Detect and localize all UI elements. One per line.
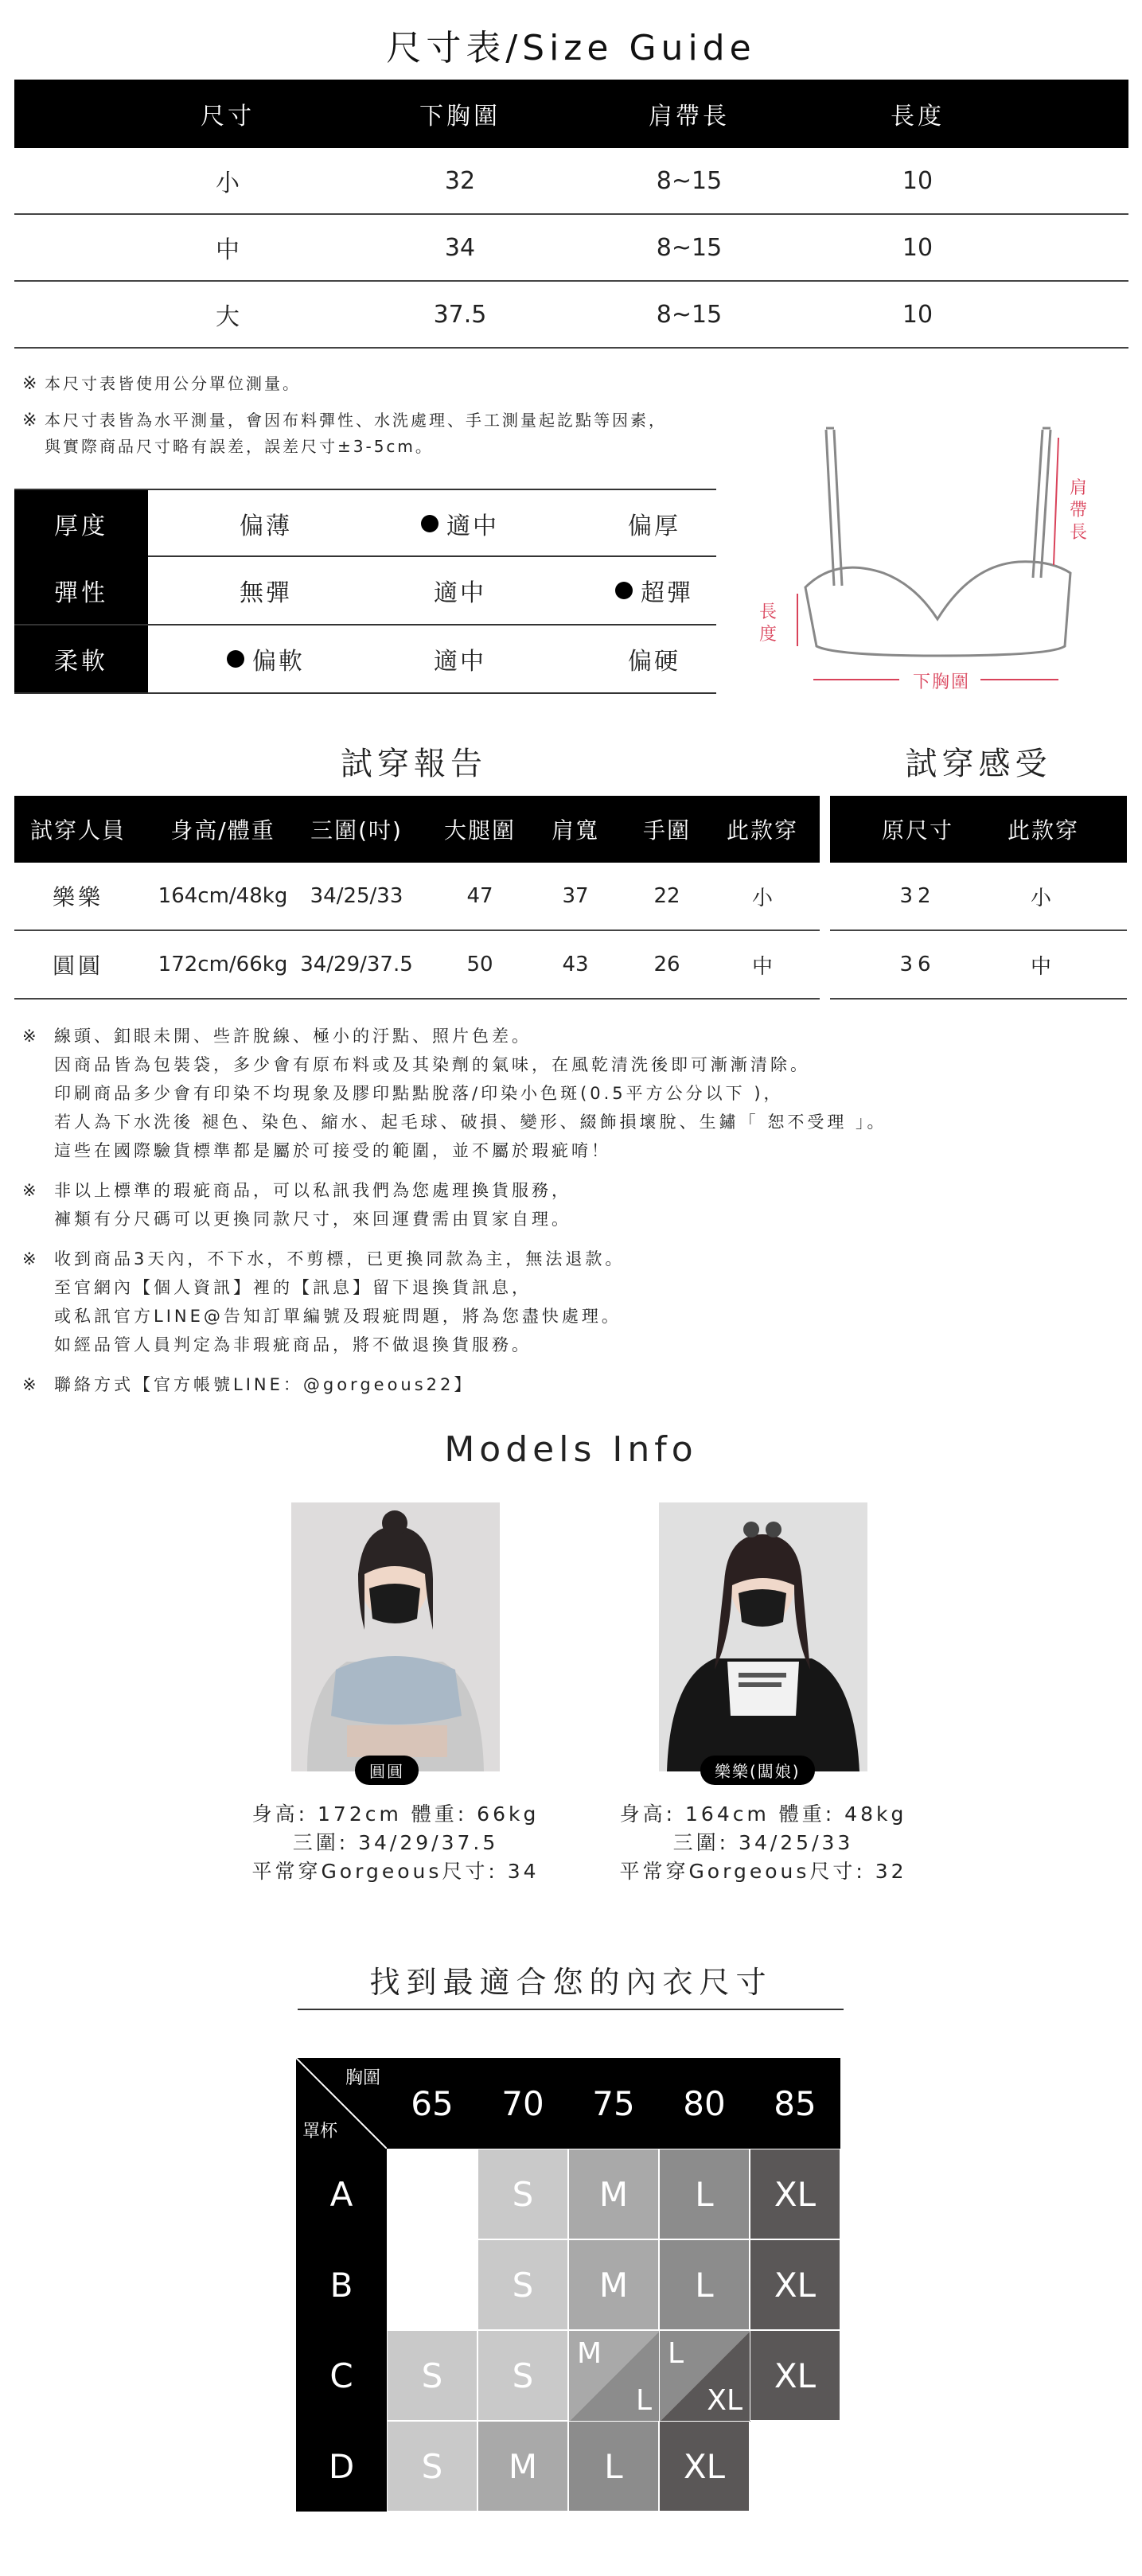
- size-cell: XL: [659, 2421, 750, 2512]
- attribute-option: [170, 557, 361, 624]
- report-header-cell: 三圍(吋): [310, 817, 403, 844]
- selected-dot-icon: [421, 515, 438, 532]
- cup-chart-title: 找到最適合您的內衣尺寸: [369, 1965, 773, 2000]
- size-cell: L: [659, 2149, 750, 2239]
- notice-block: [22, 1245, 887, 1359]
- strap-cell: 8~15: [656, 300, 723, 329]
- report-cell: 43: [562, 953, 589, 976]
- report-cell: 164cm/48kg: [158, 884, 288, 908]
- notice-text: 線頭、釦眼未開、些許脫線、極小的汙點、照片色差。: [54, 1027, 532, 1046]
- report-cell: 26: [653, 953, 680, 976]
- length-label: 長度: [758, 602, 777, 645]
- size-cell: S: [477, 2239, 568, 2330]
- notice-block: [22, 1022, 887, 1165]
- size-note-2: [22, 407, 667, 460]
- notice-line: [22, 1176, 887, 1205]
- attribute-option: [559, 490, 750, 557]
- size-cell: S: [387, 2330, 477, 2421]
- empty-cell: [387, 2239, 477, 2330]
- notice-line: [22, 1050, 887, 1079]
- fit-report-header: [14, 796, 820, 863]
- models-title: Models Info: [444, 1429, 698, 1470]
- selected-dot-icon: [227, 650, 244, 668]
- notice-text: 印刷商品多少會有印染不均現象及膠印點點脫落/印染小色斑(0.5平方公分以下 )，: [54, 1084, 784, 1103]
- report-cell: 小: [751, 886, 773, 910]
- table-row: [14, 863, 820, 931]
- split-size-bottom: L: [635, 2384, 652, 2417]
- size-cell: S: [387, 2421, 477, 2512]
- report-header-cell: 肩寬: [551, 817, 599, 844]
- notice-text: 至官網內【個人資訊】裡的【訊息】留下退換貨訊息，: [54, 1278, 532, 1297]
- selected-dot-icon: [615, 582, 633, 599]
- attribute-option-label: 適中: [434, 648, 486, 676]
- model-usual-size: 平常穿Gorgeous尺寸: 32: [619, 1860, 907, 1883]
- table-row: [14, 282, 1128, 349]
- underbust-cell: 34: [444, 233, 476, 262]
- notice-text: 若人為下水洗後 褪色、染色、縮水、起毛球、破損、變形、綴飾損壞脫、生鏽「 恕不受理 」。: [54, 1113, 887, 1132]
- notice-text: 褲類有分尺碼可以更換同款尺寸，來回運費需由買家自理。: [54, 1210, 571, 1229]
- attribute-option-label: 偏軟: [252, 648, 305, 676]
- report-cell: 50: [466, 953, 493, 976]
- report-cell: 中: [751, 954, 773, 979]
- attribute-option-label: 無彈: [240, 579, 292, 607]
- strap-cell: 8~15: [656, 233, 723, 262]
- notice-line: [22, 1331, 887, 1359]
- report-header-cell: 試穿人員: [29, 817, 126, 844]
- underbust-label: 下胸圍: [912, 672, 970, 692]
- table-row: [14, 215, 1128, 282]
- attribute-option-label: 偏厚: [628, 512, 680, 540]
- size-cell: L: [568, 2421, 659, 2512]
- care-notes: [22, 1022, 887, 1399]
- size-cell: 大: [216, 303, 240, 331]
- note-text: 與實際商品尺寸略有誤差，誤差尺寸±3-5cm。: [45, 437, 434, 456]
- notice-line: [22, 1245, 887, 1273]
- feel-header-cell: 原尺寸: [881, 817, 953, 844]
- size-table: [14, 80, 1128, 349]
- report-cell: 172cm/66kg: [158, 953, 288, 976]
- report-header-cell: 此款穿: [726, 817, 798, 844]
- notice-line: [22, 1273, 887, 1302]
- notice-line: [22, 1370, 887, 1399]
- underbust-cell: 32: [444, 166, 476, 195]
- notice-text: 因商品皆為包裝袋，多少會有原布料或及其染劑的氣味，在風乾清洗後即可漸漸清除。: [54, 1055, 810, 1074]
- length-cell: 10: [902, 300, 933, 329]
- model-photo-image: [291, 1502, 500, 1771]
- size-cell: 小: [216, 170, 240, 197]
- split-size-cell: [568, 2330, 659, 2421]
- report-cell: 22: [653, 884, 680, 908]
- report-header-cell: 手圍: [642, 817, 691, 844]
- attribute-option-label: 適中: [446, 512, 499, 540]
- feel-header-cell: 此款穿: [1007, 817, 1079, 844]
- note-text: 本尺寸表皆為水平測量，會因布料彈性、水洗處理、手工測量起訖點等因素，: [45, 411, 667, 430]
- feel-cell: 36: [899, 953, 936, 976]
- band-header: 65: [387, 2058, 477, 2149]
- size-note-1: [22, 371, 301, 397]
- split-size-cell: [659, 2330, 750, 2421]
- title-underline: [298, 2009, 844, 2010]
- cup-header: D: [296, 2421, 387, 2512]
- table-row: [830, 863, 1127, 931]
- attribute-option: [559, 625, 750, 692]
- split-size-top: M: [577, 2337, 602, 2370]
- attribute-label: 彈性: [14, 557, 148, 624]
- model-tag: 樂樂(闆娘): [700, 1756, 815, 1785]
- header-strap: 肩帶長: [649, 103, 730, 131]
- model-info-yuanyuan: [199, 1800, 592, 1886]
- corner-cell: [296, 2058, 387, 2149]
- notice-block: [22, 1176, 887, 1233]
- notice-text: 或私訊官方LINE@告知訂單編號及瑕疵問題，將為您盡快處理。: [54, 1307, 622, 1326]
- attribute-option: [170, 490, 361, 557]
- empty-cell: [387, 2149, 477, 2239]
- model-tag: 圓圓: [355, 1756, 419, 1785]
- size-cell: XL: [750, 2149, 840, 2239]
- cup-header: A: [296, 2149, 387, 2239]
- size-cell: M: [568, 2239, 659, 2330]
- notice-text: 非以上標準的瑕疵商品，可以私訊我們為您處理換貨服務，: [54, 1181, 571, 1200]
- table-row: [14, 148, 1128, 215]
- attribute-row: [14, 557, 716, 625]
- report-cell: 37: [562, 884, 589, 908]
- fit-feel-header: [830, 796, 1127, 863]
- table-row: [830, 931, 1127, 1000]
- strap-cell: 8~15: [656, 166, 723, 195]
- bra-diagram: [740, 414, 1098, 700]
- fit-feel-title: 試穿感受: [905, 746, 1052, 782]
- corner-band-label: 胸圍: [345, 2068, 380, 2088]
- attribute-label: 柔軟: [14, 625, 148, 692]
- note-mark: ※: [22, 411, 40, 431]
- cup-header: C: [296, 2330, 387, 2421]
- attribute-option: [170, 625, 361, 692]
- split-size-bottom: XL: [707, 2384, 742, 2417]
- band-header: 85: [750, 2058, 840, 2149]
- note-mark: ※: [22, 374, 40, 394]
- notice-line: [22, 1302, 887, 1331]
- size-cell: S: [477, 2149, 568, 2239]
- note-text: 本尺寸表皆使用公分單位測量。: [45, 374, 301, 393]
- corner-cup-label: 罩杯: [302, 2122, 338, 2141]
- size-cell: M: [477, 2421, 568, 2512]
- split-size-top: L: [668, 2337, 684, 2370]
- size-cell: L: [659, 2239, 750, 2330]
- band-header: 80: [659, 2058, 750, 2149]
- notice-text: 聯絡方式【官方帳號LINE：@gorgeous22】: [54, 1375, 474, 1394]
- note-mark: ※: [22, 1027, 40, 1046]
- report-cell: 樂樂: [52, 884, 103, 910]
- size-cell: XL: [750, 2330, 840, 2421]
- size-cell: 中: [216, 236, 240, 264]
- model-measurements: 三圍: 34/25/33: [672, 1831, 854, 1854]
- bra-outline: [805, 428, 1070, 656]
- notice-text: 收到商品3天內，不下水，不剪標，已更換同款為主，無法退款。: [54, 1249, 626, 1269]
- report-cell: 34/25/33: [310, 884, 403, 908]
- feel-cell: 32: [899, 884, 936, 908]
- attribute-label: 厚度: [14, 490, 148, 557]
- report-cell: 47: [466, 884, 493, 908]
- attribute-option-label: 偏硬: [628, 648, 680, 676]
- model-photo-lele: [659, 1502, 867, 1771]
- model-measurements: 三圍: 34/29/37.5: [292, 1831, 499, 1854]
- size-cell: M: [568, 2149, 659, 2239]
- report-header-cell: 大腿圍: [443, 817, 516, 844]
- length-cell: 10: [902, 233, 933, 262]
- feel-cell: 中: [1030, 954, 1056, 979]
- note-mark: ※: [22, 1375, 40, 1394]
- band-header: 75: [568, 2058, 659, 2149]
- notice-line: [22, 1108, 887, 1136]
- attribute-row: [14, 625, 716, 694]
- size-table-header: [14, 80, 1128, 148]
- attribute-option-label: 超彈: [641, 579, 693, 607]
- length-cell: 10: [902, 166, 933, 195]
- report-cell: 34/29/37.5: [300, 953, 413, 976]
- notice-line: [22, 1205, 887, 1233]
- band-header: 70: [477, 2058, 568, 2149]
- model-info-lele: [567, 1800, 960, 1886]
- feel-cell: 小: [1030, 886, 1056, 910]
- notice-block: [22, 1370, 887, 1399]
- attribute-row: [14, 489, 716, 557]
- notice-text: 如經品管人員判定為非瑕疵商品，將不做退換貨服務。: [54, 1335, 532, 1354]
- size-guide-title: 尺寸表/Size Guide: [386, 28, 756, 68]
- shoulder-label: 肩帶長: [1069, 478, 1087, 543]
- header-underbust: 下胸圍: [419, 103, 501, 131]
- size-cell: S: [477, 2330, 568, 2421]
- attribute-option-label: 適中: [434, 579, 486, 607]
- cup-header: B: [296, 2239, 387, 2330]
- underbust-cell: 37.5: [433, 300, 487, 329]
- notice-line: [22, 1079, 887, 1108]
- model-stats: 身高: 164cm 體重: 48kg: [619, 1802, 907, 1826]
- size-cell: XL: [750, 2239, 840, 2330]
- model-photo-yuanyuan: [291, 1502, 500, 1771]
- attribute-option: [364, 625, 555, 692]
- report-cell: 圓圓: [52, 953, 103, 979]
- attribute-option: [364, 557, 555, 624]
- note-mark: ※: [22, 1249, 40, 1269]
- model-usual-size: 平常穿Gorgeous尺寸: 34: [251, 1860, 540, 1883]
- note-mark: ※: [22, 1181, 40, 1200]
- report-header-cell: 身高/體重: [170, 817, 275, 844]
- attribute-option: [559, 557, 750, 624]
- model-photo-image: [659, 1502, 867, 1771]
- model-stats: 身高: 172cm 體重: 66kg: [251, 1802, 540, 1826]
- notice-text: 這些在國際驗貨標準都是屬於可接受的範圍，並不屬於瑕疵唷！: [54, 1141, 611, 1160]
- header-size: 尺寸: [201, 103, 255, 131]
- attribute-option: [364, 490, 555, 557]
- notice-line: [22, 1022, 887, 1050]
- fit-report-title: 試穿報告: [341, 746, 487, 782]
- header-length: 長度: [891, 103, 945, 131]
- notice-line: [22, 1136, 887, 1165]
- attribute-option-label: 偏薄: [240, 512, 292, 540]
- table-row: [14, 931, 820, 1000]
